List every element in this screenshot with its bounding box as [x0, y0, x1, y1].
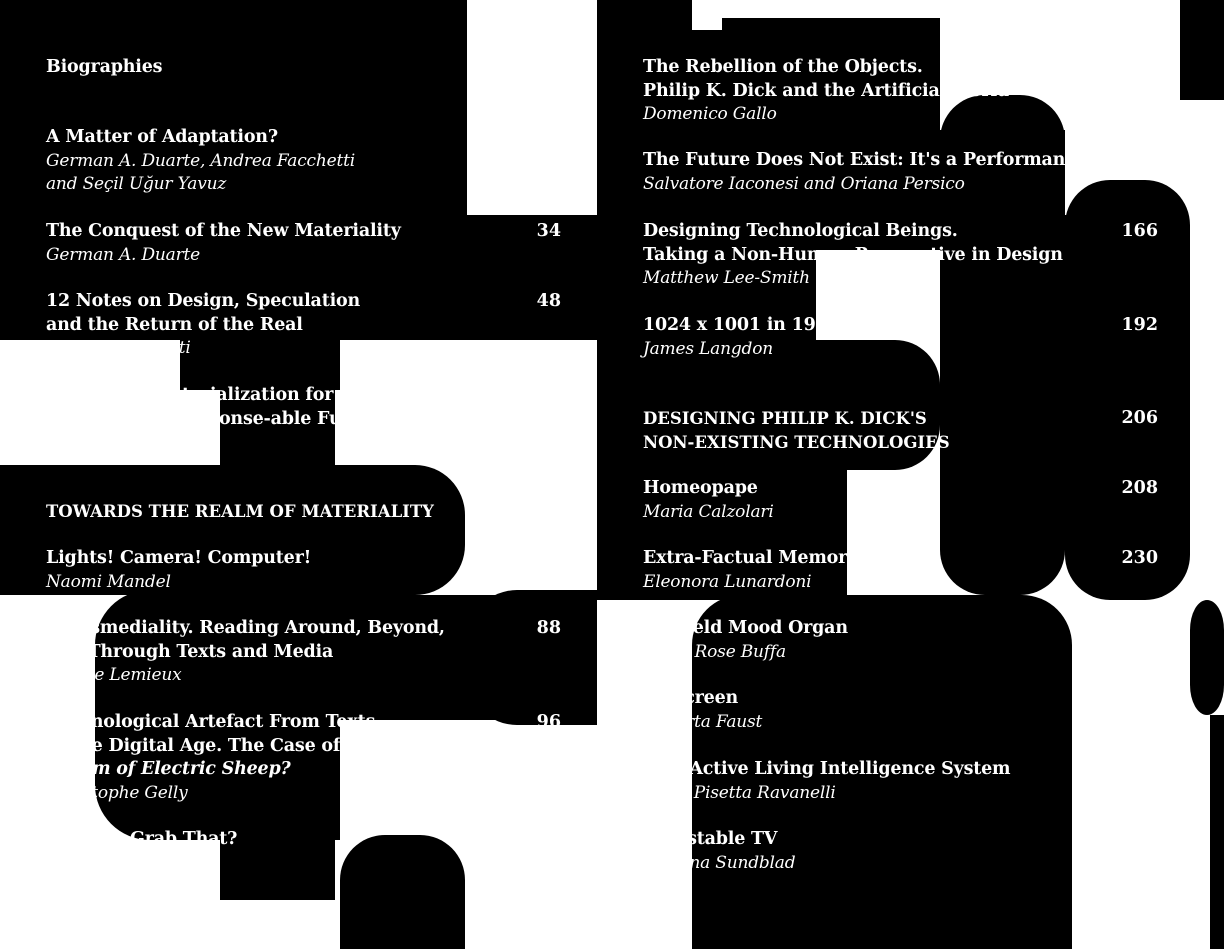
entry-title: Vidscreen [643, 688, 739, 708]
entry-title: Biographies [46, 57, 163, 77]
toc-entry[interactable] [643, 687, 762, 734]
entry-title: A Matter of Adaptation? [46, 127, 278, 147]
page-number: 128 [1121, 57, 1158, 77]
entry-title: and Through Texts and Media [46, 641, 334, 662]
page-number: 110 [524, 829, 561, 849]
entry-author: Maria Calzolari [643, 501, 774, 522]
toc-entry[interactable] [643, 828, 795, 875]
entry-title: and the Return of the Real [46, 314, 303, 335]
page-number: 230 [1121, 548, 1158, 568]
toc-entry[interactable] [46, 56, 162, 80]
toc-section-heading[interactable] [643, 407, 950, 454]
entry-author: and Seçil Uğur Yavuz [46, 174, 227, 194]
entry-title: Fabulative Materialization for Collective [46, 385, 434, 405]
toc-entry[interactable] [643, 149, 1087, 196]
entry-title: Dreaming of Response-able Future(s) [46, 408, 408, 429]
toc-section-heading[interactable] [46, 500, 434, 524]
page-number: 72 [536, 548, 561, 568]
toc-entry[interactable] [46, 711, 465, 805]
entry-author: Amélie Lemieux [46, 665, 182, 685]
page-number: 166 [1121, 221, 1158, 241]
page-number: 148 [1121, 150, 1158, 170]
entry-title: Taking a Non-Human Perspective in Design [643, 244, 1063, 265]
entry-author: Roberta Faust [643, 711, 763, 732]
toc-entry[interactable] [643, 56, 1009, 127]
toc-entry[interactable] [46, 290, 360, 361]
entry-title: Homeopape [643, 478, 758, 498]
toc-entry[interactable] [643, 477, 774, 524]
toc-entry[interactable] [643, 617, 848, 664]
entry-author: Tobias Revell [46, 852, 158, 873]
entry-title: 12 Notes on Design, Speculation [46, 291, 361, 311]
toc-entry[interactable] [643, 220, 1063, 291]
entry-author: Josefina Sundblad [643, 852, 796, 873]
toc-entry[interactable] [643, 547, 857, 594]
page-number: 292 [1121, 759, 1158, 779]
entry-title: The Rebellion of the Objects. [643, 57, 923, 77]
entry-title: The Future Does Not Exist: It's a Performance [643, 150, 1087, 170]
toc-entry[interactable] [46, 617, 445, 688]
page-number: 34 [536, 221, 561, 241]
page-number: 314 [1121, 829, 1158, 849]
entry-title: Lights! Camera! Computer! [46, 548, 312, 568]
section-title: TOWARDS THE REALM OF MATERIALITY [46, 502, 434, 521]
page-number: 96 [536, 712, 561, 732]
entry-author: Lucia Rose Buffa [643, 641, 786, 662]
toc-entry[interactable] [46, 220, 401, 267]
entry-author: Salvatore Iaconesi and Oriana Persico [643, 173, 965, 194]
page-number: 70 [536, 501, 561, 521]
entry-author: James Langdon [643, 338, 773, 359]
page-number: 12 [536, 127, 561, 147]
entry-title: to the Digital Age. The Case of Do Androids [46, 735, 466, 756]
page-number: 88 [536, 618, 561, 638]
entry-title: Designing Technological Beings. [643, 221, 958, 241]
toc-entry[interactable] [643, 758, 1010, 805]
toc-entry[interactable] [643, 314, 840, 361]
page-number: 6 [548, 57, 561, 77]
entry-title: Dream of Electric Sheep? [46, 759, 291, 779]
entry-title: Extra-Factual Memory [643, 548, 858, 568]
page-number: 48 [536, 291, 561, 311]
entry-author: Luisa Pisetta Ravanelli [643, 782, 836, 803]
entry-author: German A. Duarte [46, 244, 200, 265]
page-number: 192 [1121, 315, 1158, 335]
toc-entry[interactable] [46, 126, 355, 197]
entry-title: Adjustable TV [643, 829, 778, 849]
entry-title: 1024 x 1001 in 1991 [643, 315, 840, 335]
entry-author: Naomi Mandel [46, 571, 171, 592]
entry-author: German A. Duarte, Andrea Facchetti [46, 150, 355, 171]
section-title: NON-EXISTING TECHNOLOGIES [643, 432, 950, 452]
page-number: 272 [1121, 688, 1158, 708]
entry-author: Seçil Uğur Yavuz [46, 432, 190, 452]
section-title: DESIGNING PHILIP K. DICK'S [643, 409, 927, 428]
entry-author: Eleonora Lunardoni [643, 571, 812, 592]
entry-title: The Conquest of the New Materiality [46, 221, 401, 241]
toc-entry[interactable] [46, 384, 434, 455]
entry-author: Domenico Gallo [643, 104, 777, 124]
entry-author: Matthew Lee-Smith [643, 268, 810, 288]
page-number: 254 [1121, 618, 1158, 638]
entry-author: Andrea Facchetti [46, 338, 191, 358]
entry-author: Christophe Gelly [46, 782, 188, 803]
page-number: 206 [1121, 408, 1158, 428]
entry-title: Philip K. Dick and the Artificial World [643, 80, 1009, 101]
page-number: 208 [1121, 478, 1158, 498]
entry-title: Transmediality. Reading Around, Beyond, [46, 618, 445, 638]
entry-title: Can You Grab That? [46, 829, 238, 849]
entry-title: Vast Active Living Intelligence System [643, 759, 1011, 779]
toc-entry[interactable] [46, 547, 311, 594]
entry-title: Technological Artefact From Texts [46, 712, 376, 732]
page-number: 60 [536, 385, 561, 405]
entry-title: Penfield Mood Organ [643, 618, 848, 638]
toc-entry[interactable] [46, 828, 237, 875]
